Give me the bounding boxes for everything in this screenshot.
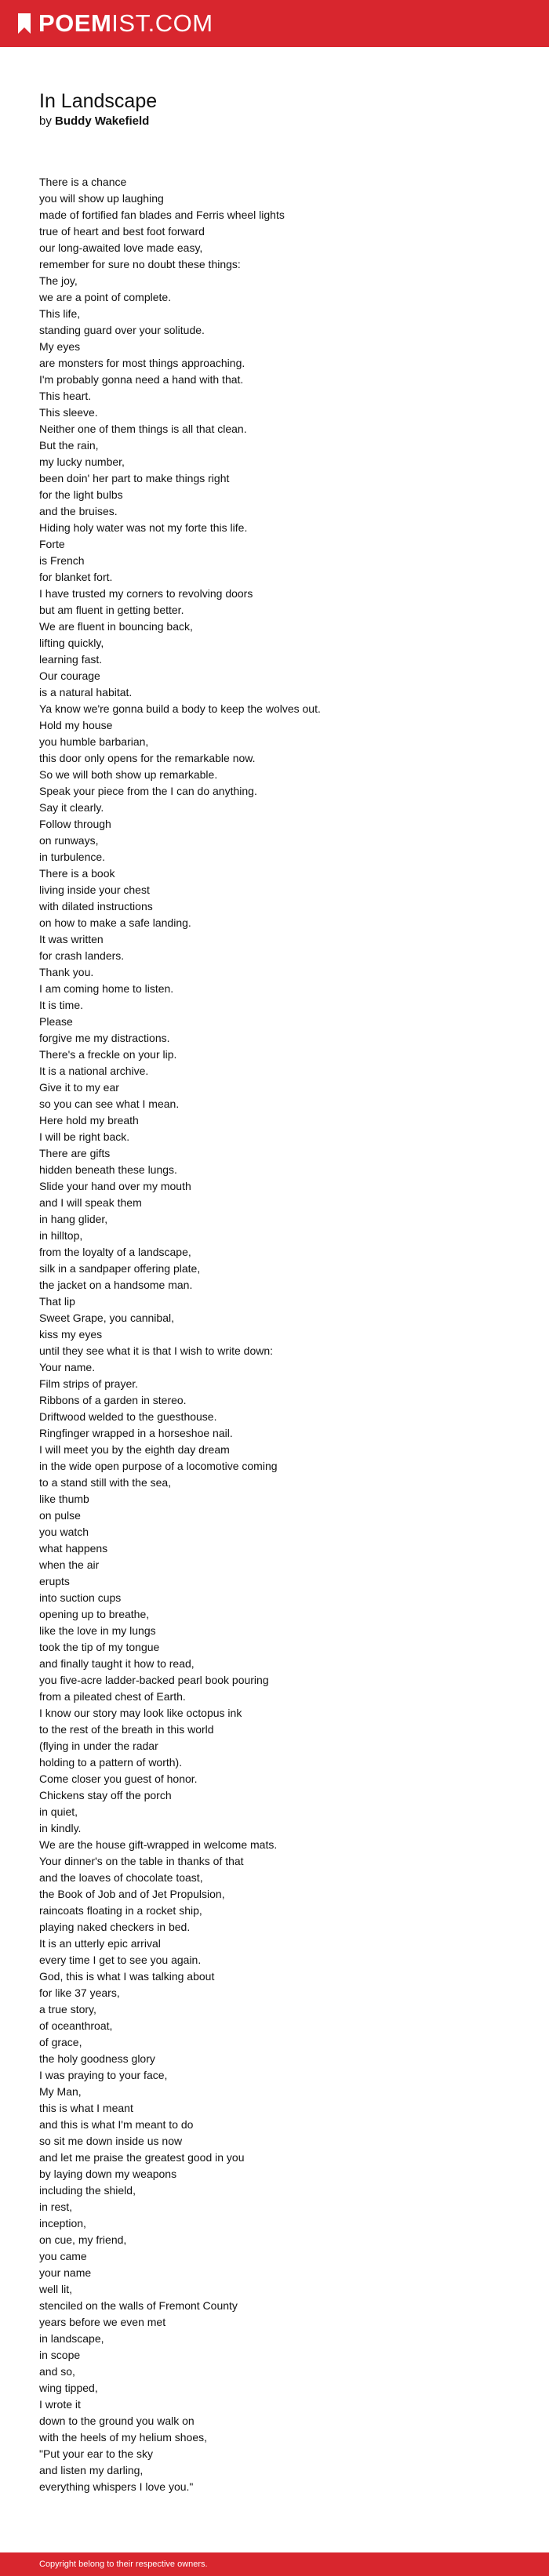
poem-line: "Put your ear to the sky bbox=[39, 2447, 154, 2460]
poem-line: and finally taught it how to read, bbox=[39, 1657, 195, 1670]
poem-line: Here hold my breath bbox=[39, 1114, 139, 1127]
poem-line: a true story, bbox=[39, 2003, 96, 2015]
poem-line: and listen my darling, bbox=[39, 2464, 144, 2476]
poem-line: is a natural habitat. bbox=[39, 686, 133, 698]
poem-line: This life, bbox=[39, 307, 81, 320]
poem-line: this door only opens for the remarkable now. bbox=[39, 752, 256, 764]
poem-line: on how to make a safe landing. bbox=[39, 916, 191, 929]
poem-line: this is what I meant bbox=[39, 2102, 133, 2114]
poem-line: opening up to breathe, bbox=[39, 1608, 150, 1620]
poem-line: I'm probably gonna need a hand with that. bbox=[39, 373, 244, 386]
poem-line: in landscape, bbox=[39, 2332, 104, 2345]
poem-line: Your name. bbox=[39, 1361, 96, 1373]
poem-line: to a stand still with the sea, bbox=[39, 1476, 172, 1489]
poem-line: like the love in my lungs bbox=[39, 1624, 156, 1637]
poem-line: every time I get to see you again. bbox=[39, 1954, 202, 1966]
poem-line: I wrote it bbox=[39, 2398, 81, 2411]
poem-line: of grace, bbox=[39, 2036, 82, 2048]
poem-line: The joy, bbox=[39, 274, 78, 287]
poem-line: so you can see what I mean. bbox=[39, 1098, 180, 1110]
poem-line: It is time. bbox=[39, 999, 84, 1011]
poem-line: Ribbons of a garden in stereo. bbox=[39, 1394, 187, 1406]
poem-byline bbox=[39, 114, 149, 129]
poem-line: That lip bbox=[39, 1295, 75, 1308]
byline-prefix: by bbox=[39, 114, 52, 128]
poem-line: My eyes bbox=[39, 340, 81, 353]
poem-line: you five-acre ladder-backed pearl book pouring bbox=[39, 1674, 269, 1686]
poem-line: Follow through bbox=[39, 818, 111, 830]
bookmark-icon bbox=[17, 13, 31, 34]
poem-line: including the shield, bbox=[39, 2184, 136, 2197]
poem-line: There's a freckle on your lip. bbox=[39, 1048, 177, 1061]
poem-line: I will meet you by the eighth day dream bbox=[39, 1443, 230, 1456]
poem-line: you came bbox=[39, 2250, 87, 2262]
poem-line: in hang glider, bbox=[39, 1213, 108, 1225]
poem-line: Driftwood welded to the guesthouse. bbox=[39, 1410, 217, 1423]
poem-line: and so, bbox=[39, 2365, 75, 2378]
poem-line: lifting quickly, bbox=[39, 637, 104, 649]
poem-line: from the loyalty of a landscape, bbox=[39, 1246, 191, 1258]
poem-line: down to the ground you walk on bbox=[39, 2415, 195, 2427]
poem-line: inception, bbox=[39, 2217, 86, 2230]
poem-line: It is a national archive. bbox=[39, 1065, 149, 1077]
poem-line: So we will both show up remarkable. bbox=[39, 768, 218, 781]
poem-line: with dilated instructions bbox=[39, 900, 153, 912]
poem-line: I was praying to your face, bbox=[39, 2069, 168, 2081]
poem-line: of oceanthroat, bbox=[39, 2019, 113, 2032]
poem-line: in scope bbox=[39, 2349, 81, 2361]
poem-line: to the rest of the breath in this world bbox=[39, 1723, 214, 1736]
poem-line: took the tip of my tongue bbox=[39, 1641, 160, 1653]
poem-line: stenciled on the walls of Fremont County bbox=[39, 2299, 238, 2312]
poem-line: and I will speak them bbox=[39, 1196, 142, 1209]
poem-line: my lucky number, bbox=[39, 455, 125, 468]
poem-line: are monsters for most things approaching. bbox=[39, 357, 245, 369]
poem-line: in hilltop, bbox=[39, 1229, 83, 1242]
poem-line: Your dinner's on the table in thanks of that bbox=[39, 1855, 244, 1867]
logo-bold-text: POEM bbox=[38, 9, 112, 37]
poem-line: Slide your hand over my mouth bbox=[39, 1180, 191, 1192]
poem-line: is French bbox=[39, 554, 85, 567]
poem-line: wing tipped, bbox=[39, 2382, 98, 2394]
poem-line: been doin' her part to make things right bbox=[39, 472, 230, 484]
poem-line: made of fortified fan blades and Ferris wheel lights bbox=[39, 209, 285, 221]
poem-line: I am coming home to listen. bbox=[39, 982, 174, 995]
poem-line: Thank you. bbox=[39, 966, 94, 978]
poem-line: There is a book bbox=[39, 867, 115, 880]
poem-line: for blanket fort. bbox=[39, 571, 113, 583]
poem-line: until they see what it is that I wish to write down: bbox=[39, 1344, 274, 1357]
poem-line: on runways, bbox=[39, 834, 99, 847]
poem-line: but am fluent in getting better. bbox=[39, 604, 184, 616]
poem-line: I will be right back. bbox=[39, 1130, 130, 1143]
poem-line: We are fluent in bouncing back, bbox=[39, 620, 193, 633]
poem-line: I have trusted my corners to revolving doors bbox=[39, 587, 253, 600]
poem-line: you watch bbox=[39, 1526, 89, 1538]
poem-line: erupts bbox=[39, 1575, 70, 1587]
poem-line: when the air bbox=[39, 1558, 100, 1571]
poem-line: you humble barbarian, bbox=[39, 735, 149, 748]
poem-line: living inside your chest bbox=[39, 883, 150, 896]
poem-line: (flying in under the radar bbox=[39, 1740, 158, 1752]
poem-line: everything whispers I love you." bbox=[39, 2480, 194, 2493]
site-header bbox=[0, 0, 549, 47]
poem-line: true of heart and best foot forward bbox=[39, 225, 205, 238]
poem-line: for like 37 years, bbox=[39, 1986, 120, 1999]
poem-line: Forte bbox=[39, 538, 65, 550]
poem-line: Say it clearly. bbox=[39, 801, 104, 814]
poem-line: Hold my house bbox=[39, 719, 113, 731]
poem-line: standing guard over your solitude. bbox=[39, 324, 205, 336]
poem-line: hidden beneath these lungs. bbox=[39, 1163, 177, 1176]
site-logo-link[interactable] bbox=[17, 10, 213, 37]
poem-line: forgive me my distractions. bbox=[39, 1032, 170, 1044]
poem-line: and the loaves of chocolate toast, bbox=[39, 1871, 203, 1884]
poem-line: But the rain, bbox=[39, 439, 99, 452]
poem-line: Our courage bbox=[39, 669, 100, 682]
poem-line: in rest, bbox=[39, 2200, 73, 2213]
poem-line: learning fast. bbox=[39, 653, 103, 666]
poem-line: you will show up laughing bbox=[39, 192, 164, 205]
poem-line: for the light bulbs bbox=[39, 488, 123, 501]
poem-line: Ya know we're gonna build a body to keep the wolves out. bbox=[39, 702, 321, 715]
poem-line: the holy goodness glory bbox=[39, 2052, 155, 2065]
poem-line: and let me praise the greatest good in you bbox=[39, 2151, 245, 2164]
poem-line: This heart. bbox=[39, 390, 92, 402]
poem-line: and the bruises. bbox=[39, 505, 118, 517]
poem-line: well lit, bbox=[39, 2283, 73, 2295]
poem-line: Film strips of prayer. bbox=[39, 1377, 139, 1390]
copyright-notice: Copyright belong to their respective owners. bbox=[39, 2560, 208, 2569]
poem-line: This sleeve. bbox=[39, 406, 98, 419]
poem-line: playing naked checkers in bed. bbox=[39, 1921, 191, 1933]
poem-line: raincoats floating in a rocket ship, bbox=[39, 1904, 202, 1917]
poem-line: with the heels of my helium shoes, bbox=[39, 2431, 207, 2444]
poem-line: Come closer you guest of honor. bbox=[39, 1772, 198, 1785]
poem-line: like thumb bbox=[39, 1493, 89, 1505]
poem-line: It was written bbox=[39, 933, 104, 945]
poem-line: I know our story may look like octopus ink bbox=[39, 1707, 242, 1719]
poem-line: from a pileated chest of Earth. bbox=[39, 1690, 186, 1703]
poem-line: Speak your piece from the I can do anything. bbox=[39, 785, 257, 797]
poem-line: the jacket on a handsome man. bbox=[39, 1279, 193, 1291]
poem-line: God, this is what I was talking about bbox=[39, 1970, 215, 1983]
site-logo-text bbox=[38, 10, 213, 37]
poem-line: on cue, my friend, bbox=[39, 2233, 127, 2246]
poem-line: My Man, bbox=[39, 2085, 82, 2098]
poem-line: There is a chance bbox=[39, 176, 127, 188]
poem-title: In Landscape bbox=[39, 90, 158, 112]
poem-line: Ringfinger wrapped in a horseshoe nail. bbox=[39, 1427, 233, 1439]
poem-line: by laying down my weapons bbox=[39, 2168, 177, 2180]
poem-line: your name bbox=[39, 2266, 92, 2279]
poem-line: in kindly. bbox=[39, 1822, 82, 1834]
author-link[interactable]: Buddy Wakefield bbox=[55, 114, 150, 128]
poem-line: It is an utterly epic arrival bbox=[39, 1937, 161, 1950]
poem-line: years before we even met bbox=[39, 2316, 166, 2328]
poem-line: what happens bbox=[39, 1542, 108, 1555]
poem-line: kiss my eyes bbox=[39, 1328, 103, 1341]
poem-line: Please bbox=[39, 1015, 73, 1028]
poem-line: in turbulence. bbox=[39, 851, 106, 863]
poem-line: Neither one of them things is all that clean. bbox=[39, 423, 247, 435]
poem-line: Chickens stay off the porch bbox=[39, 1789, 172, 1801]
site-footer bbox=[0, 2552, 549, 2576]
poem-line: in quiet, bbox=[39, 1805, 78, 1818]
poem-line: remember for sure no doubt these things: bbox=[39, 258, 241, 270]
poem-line: Sweet Grape, you cannibal, bbox=[39, 1312, 174, 1324]
poem-line: the Book of Job and of Jet Propulsion, bbox=[39, 1888, 225, 1900]
poem-body bbox=[39, 174, 525, 2495]
poem-line: Give it to my ear bbox=[39, 1081, 119, 1094]
poem-line: in the wide open purpose of a locomotive coming bbox=[39, 1460, 278, 1472]
poem-line: we are a point of complete. bbox=[39, 291, 172, 303]
logo-light-text: IST.COM bbox=[111, 9, 213, 37]
poem-line: into suction cups bbox=[39, 1591, 122, 1604]
poem-line: holding to a pattern of worth). bbox=[39, 1756, 183, 1769]
poem-line: on pulse bbox=[39, 1509, 81, 1522]
poem-line: Hiding holy water was not my forte this life. bbox=[39, 521, 248, 534]
poem-line: There are gifts bbox=[39, 1147, 111, 1159]
poem-line: and this is what I'm meant to do bbox=[39, 2118, 194, 2131]
poem-line: our long-awaited love made easy, bbox=[39, 241, 203, 254]
poem-line: so sit me down inside us now bbox=[39, 2135, 183, 2147]
poem-line: for crash landers. bbox=[39, 949, 125, 962]
poem-line: We are the house gift-wrapped in welcome mats. bbox=[39, 1838, 278, 1851]
poem-line: silk in a sandpaper offering plate, bbox=[39, 1262, 201, 1275]
